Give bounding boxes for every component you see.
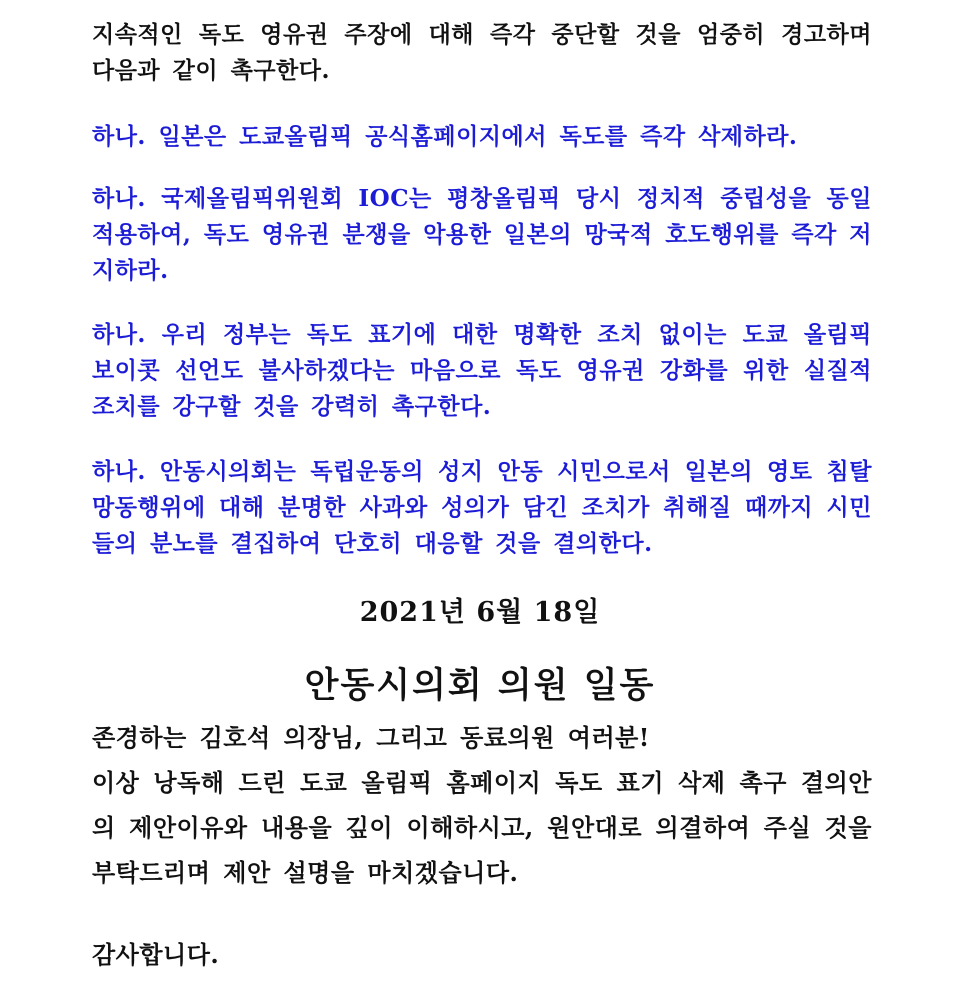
closing-paragraph: 이상 낭독해 드린 도쿄 올림픽 홈페이지 독도 표기 삭제 촉구 결의안의 제안이유와 내용을 깊이 이해하시고, 원안대로 의결하여 주실 것을 부탁드리며 제안 설명을 마치겠습니다.	[92, 768, 872, 887]
demand-item-4: 하나. 안동시의회는 독립운동의 성지 안동 시민으로서 일본의 영토 침탈 망동행위에 대해 분명한 사과와 성의가 담긴 조치가 취해질 때까지 시민들의 분노를 결집하여 단호히 대응할 것을 결의한다.	[92, 458, 872, 557]
demand-item-2: 하나. 국제올림픽위원회 IOC는 평창올림픽 당시 정치적 중립성을 동일 적용하여, 독도 영유권 분쟁을 악용한 일본의 망국적 호도행위를 즉각 저지하라.	[92, 185, 872, 284]
intro-paragraph: 지속적인 독도 영유권 주장에 대해 즉각 중단할 것을 엄중히 경고하며 다음과 같이 촉구한다.	[92, 21, 872, 84]
demand-item-1: 하나. 일본은 도쿄올림픽 공식홈페이지에서 독도를 즉각 삭제하라.	[92, 123, 798, 150]
demand-item-3: 하나. 우리 정부는 독도 표기에 대한 명확한 조치 없이는 도쿄 올림픽 보이콧 선언도 불사하겠다는 마음으로 독도 영유권 강화를 위한 실질적 조치를 강구할 것을 강력히 촉구한다.	[92, 321, 872, 420]
address-line: 존경하는 김호석 의장님, 그리고 동료의원 여러분!	[92, 723, 650, 752]
signer-line: 안동시의회 의원 일동	[304, 665, 656, 706]
resolution-date: 2021년 6월 18일	[359, 597, 601, 628]
thanks-line: 감사합니다.	[92, 940, 220, 969]
